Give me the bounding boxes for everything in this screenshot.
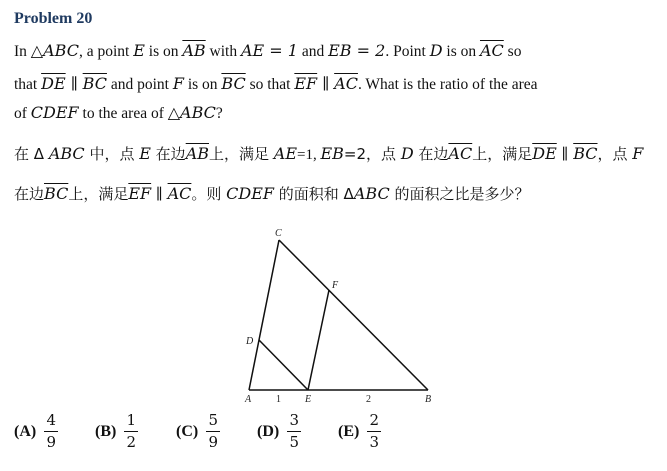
cdef-math: CDEF [226, 184, 275, 203]
fraction [124, 412, 138, 451]
fraction [206, 412, 220, 451]
segment-bc-math: $\overline{BC}$ [82, 74, 107, 93]
text: , a point [78, 43, 134, 60]
choice-label: (B) [95, 422, 117, 440]
eb-math: EB [320, 144, 344, 163]
segment-ef-math: $\overline{EF}$ [294, 74, 318, 93]
text: 在边 [14, 185, 45, 203]
text: 的面积和 Δ [274, 185, 354, 203]
eb-equation-math: EB = 2 [328, 41, 386, 60]
segment-label-eb: 2 [366, 394, 371, 405]
segment-ef-math: $\overline{EF}$ [128, 184, 152, 203]
choice-c[interactable] [176, 412, 220, 451]
numerator: 2 [369, 411, 380, 429]
text: is on [183, 76, 222, 93]
fraction-bar [287, 431, 301, 432]
parallel-symbol: ∥ [556, 145, 574, 163]
segment-ab-math: $\overline{AB}$ [185, 144, 209, 163]
text: so that [245, 76, 295, 93]
segment-bc-math: $\overline{BC}$ [573, 144, 598, 163]
answer-choices [14, 412, 654, 462]
fraction-bar [44, 431, 58, 432]
text: 在 Δ [14, 145, 49, 163]
text: 。则 [191, 185, 227, 203]
segment-bc-math: $\overline{BC}$ [221, 74, 246, 93]
text: 在边 [150, 145, 186, 163]
text: ? [215, 105, 223, 122]
abc-math: ABC [48, 144, 85, 163]
segment-ac-math: $\overline{AC}$ [334, 74, 358, 93]
fraction-bar [367, 431, 381, 432]
text: with [205, 43, 241, 60]
point-e-math: E [133, 41, 145, 60]
segment-label-ae: 1 [276, 394, 281, 405]
numerator: 4 [46, 411, 56, 429]
parallel-symbol: ∥ [317, 75, 335, 93]
denominator: 2 [126, 433, 137, 451]
quadrilateral-cdef-math: CDEF [30, 103, 79, 122]
point-label-a: A [245, 394, 252, 405]
text: 的面积之比是多少？ [389, 185, 530, 203]
choice-label: (E) [338, 422, 360, 440]
point-f-math: F [632, 144, 644, 163]
text: 中，点 [84, 145, 140, 163]
fraction [287, 412, 301, 451]
denominator: 5 [289, 433, 299, 451]
segment-ac-math: $\overline{AC}$ [448, 144, 473, 163]
ae-equation-math: AE = 1 [240, 41, 298, 60]
point-label-d: D [246, 336, 254, 347]
denominator: 9 [46, 433, 56, 451]
choice-label: (C) [176, 422, 199, 440]
point-label-b: B [425, 394, 432, 405]
point-d-math: D [400, 144, 414, 163]
segment-de-math: $\overline{DE}$ [532, 144, 557, 163]
text: =1, [297, 147, 321, 163]
parallel-symbol: ∥ [151, 185, 168, 203]
segment-de-math: $\overline{DE}$ [41, 74, 66, 93]
text: =2，点 [343, 145, 401, 163]
choice-label: (D) [257, 422, 280, 440]
text: is on [144, 43, 183, 60]
numerator: 1 [126, 411, 137, 429]
problem-title: Problem 20 [14, 10, 93, 27]
point-label-e: E [305, 394, 312, 405]
parallel-symbol: ∥ [65, 75, 83, 93]
triangle-abc-math: △ABC [30, 41, 79, 60]
text: 上，满足 [209, 145, 274, 163]
point-d-math: D [429, 41, 443, 60]
choice-a[interactable] [14, 412, 58, 451]
choice-label: (A) [14, 422, 37, 440]
point-e-math: E [139, 144, 151, 163]
text: . What is the ratio of the area [357, 76, 538, 93]
point-label-f: F [332, 280, 339, 291]
segment-ac-line [249, 240, 279, 390]
choice-d[interactable] [257, 412, 301, 451]
fraction [367, 412, 381, 451]
numerator: 3 [289, 411, 299, 429]
point-label-c: C [275, 228, 282, 239]
segment-ef-line [308, 290, 329, 390]
segment-bc-math: $\overline{BC}$ [44, 184, 69, 203]
text: 在边 [413, 145, 449, 163]
segment-ab-math: $\overline{AB}$ [182, 41, 206, 60]
segment-bc-line [279, 240, 428, 390]
text: so [503, 43, 522, 60]
fraction-bar [206, 431, 220, 432]
denominator: 9 [208, 433, 218, 451]
fraction-bar [124, 431, 138, 432]
text: is on [442, 43, 480, 60]
choice-b[interactable] [95, 412, 138, 451]
denominator: 3 [369, 433, 380, 451]
triangle-abc-math: △ABC [167, 103, 216, 122]
abc-math: ABC [353, 184, 390, 203]
point-f-math: F [172, 74, 184, 93]
text: 上，满足 [472, 145, 533, 163]
text: of [14, 105, 31, 122]
segment-ac-math: $\overline{AC}$ [167, 184, 192, 203]
choice-e[interactable] [338, 412, 381, 451]
ae-math: AE [273, 144, 298, 163]
numerator: 5 [208, 411, 218, 429]
text: that [14, 76, 42, 93]
text: . Point [385, 43, 430, 60]
fraction [44, 412, 58, 451]
segment-de-line [259, 340, 308, 390]
text: and [297, 43, 329, 60]
text: ，点 [597, 145, 633, 163]
segment-ac-math: $\overline{AC}$ [479, 41, 504, 60]
text: to the area of [78, 105, 168, 122]
text: In [14, 43, 31, 60]
text: and point [106, 76, 173, 93]
text: 上，满足 [68, 185, 129, 203]
